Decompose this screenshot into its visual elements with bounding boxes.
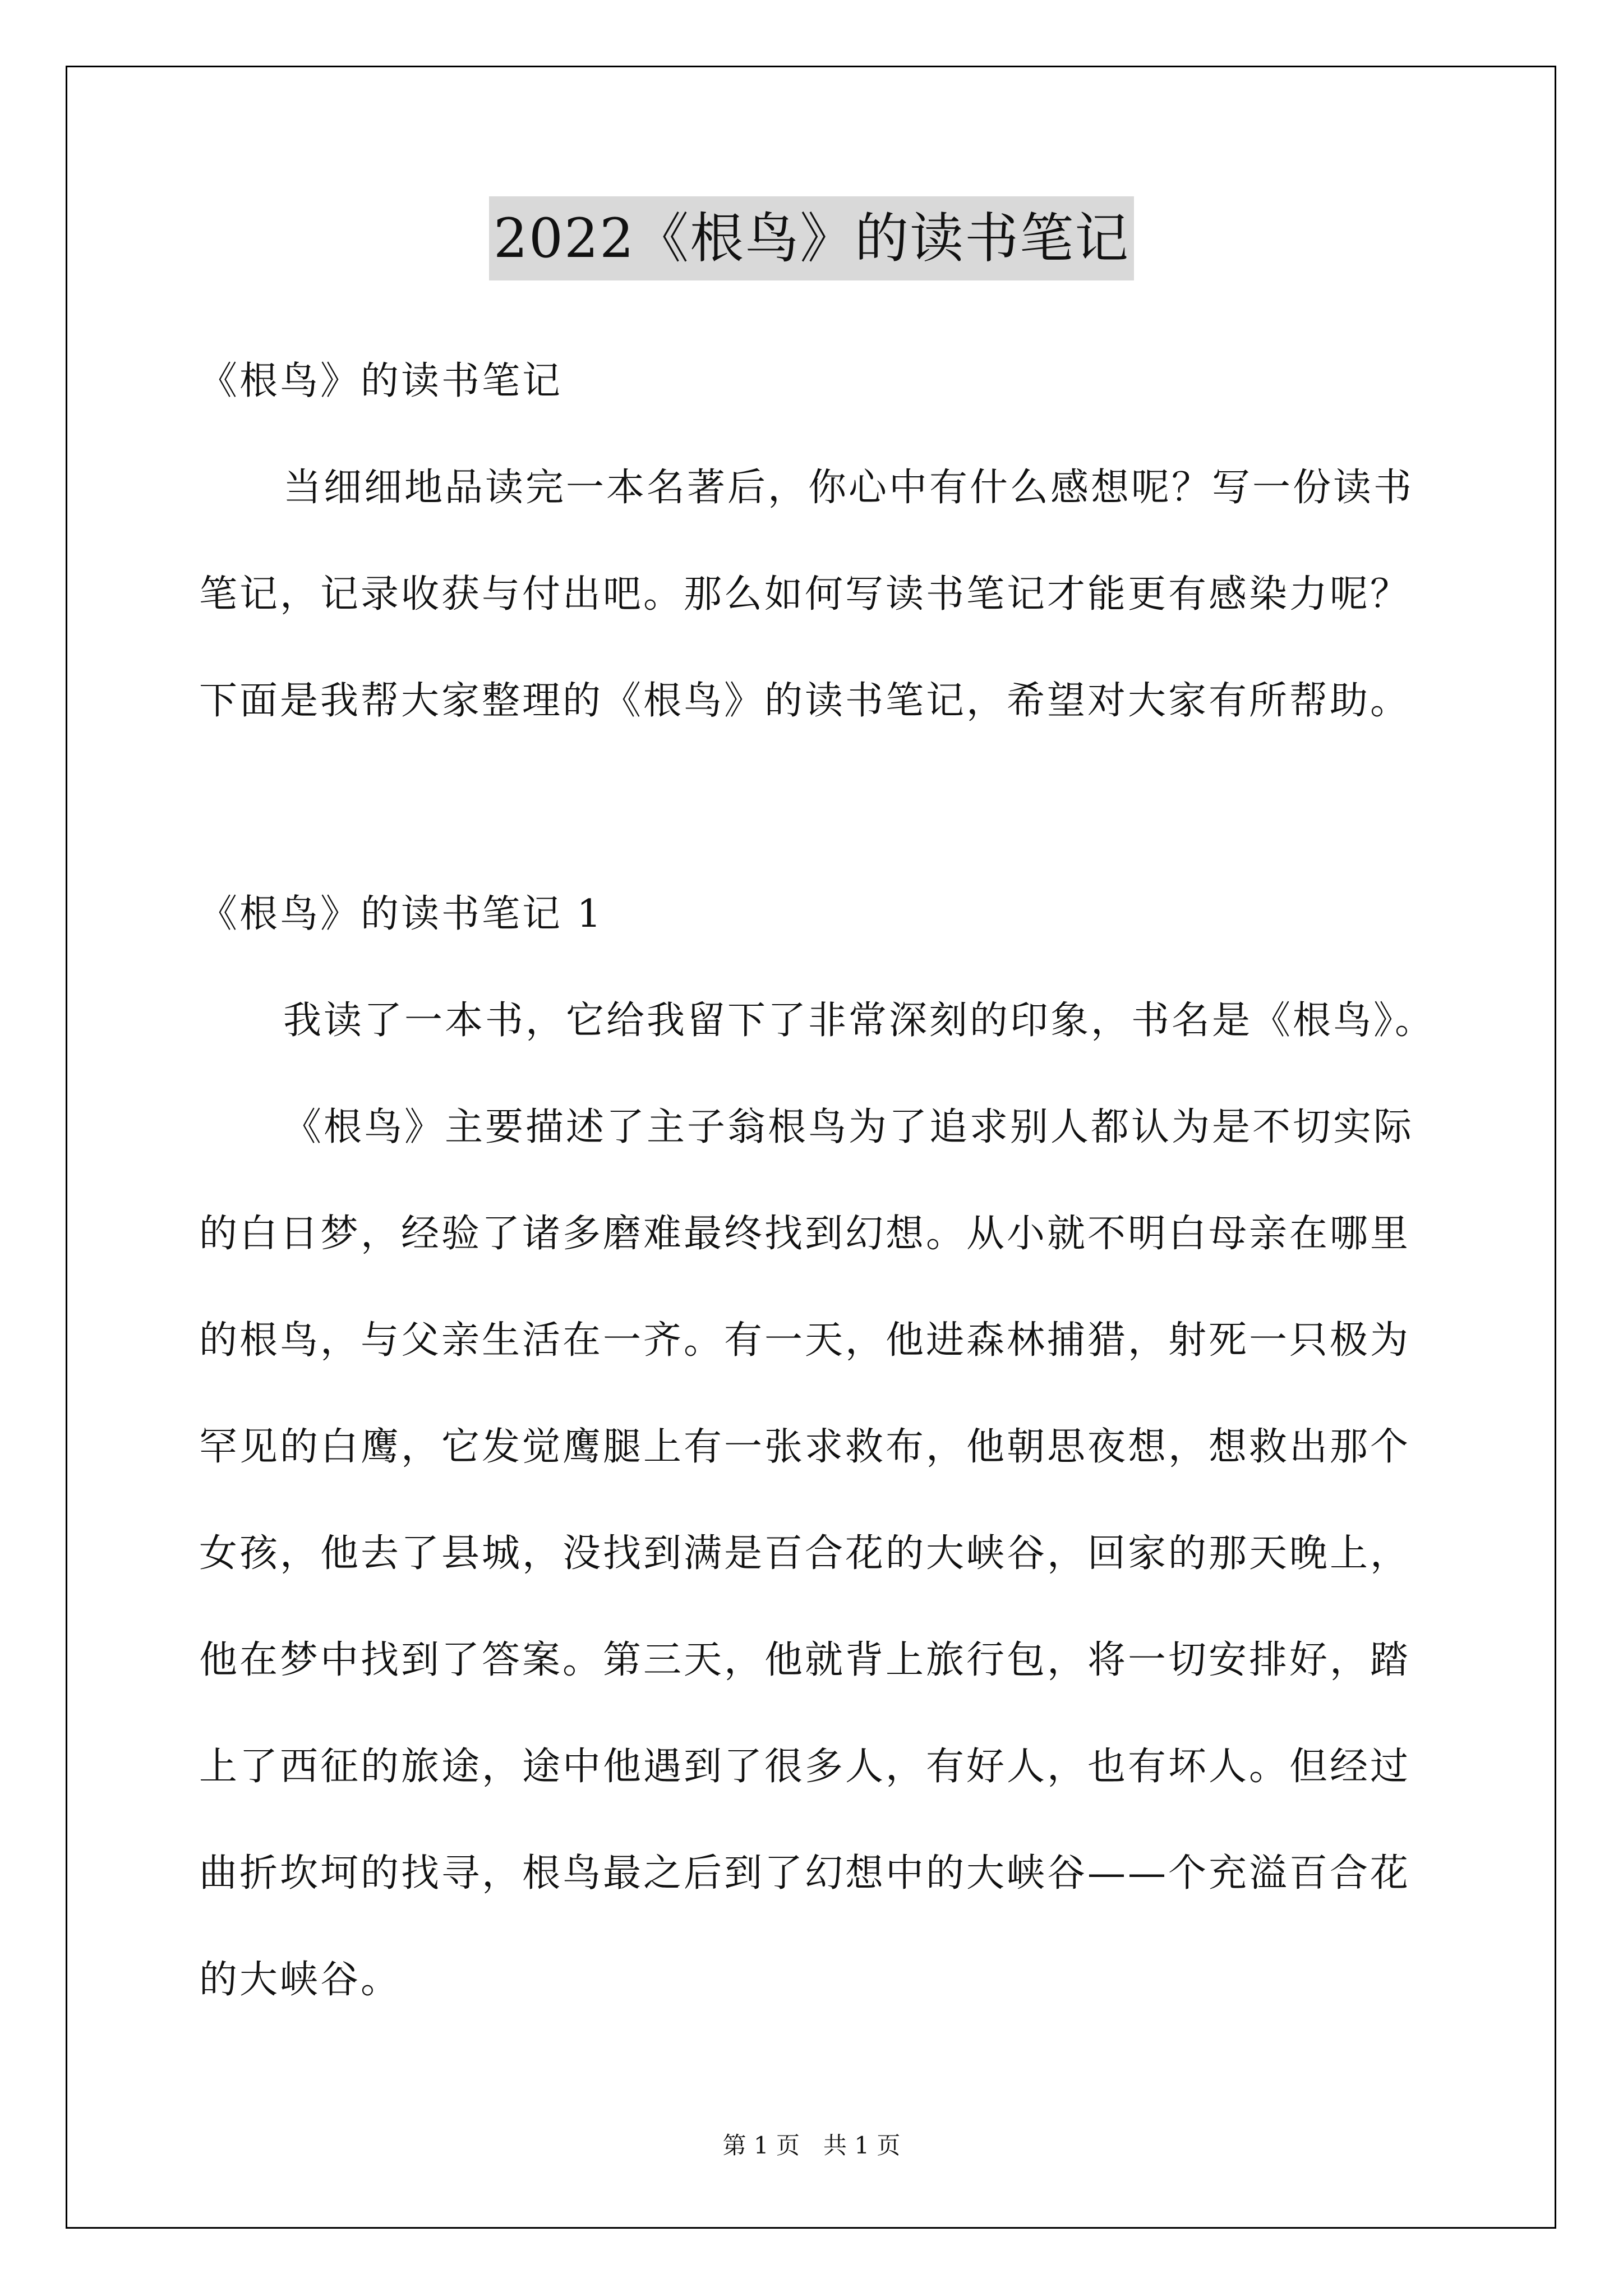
paragraph-line: 的大峡谷。 [199,1958,402,2002]
document-title: 2022《根鸟》的读书笔记 [489,196,1134,280]
paragraph-line: 曲折坎坷的找寻，根鸟最之后到了幻想中的大峡谷——个充溢百合花 [199,1851,1411,1895]
subtitle: 《根鸟》的读书笔记 [199,359,563,403]
title-container [0,196,1623,280]
intro-line: 下面是我帮大家整理的《根鸟》的读书笔记，希望对大家有所帮助。 [199,679,1411,723]
paragraph-line: 罕见的白鹰，它发觉鹰腿上有一张求救布，他朝思夜想，想救出那个 [199,1425,1411,1469]
intro-line: 当细细地品读完一本名著后，你心中有什么感想呢？写一份读书 [283,466,1414,510]
paragraph-line: 女孩，他去了县城，没找到满是百合花的大峡谷，回家的那天晚上， [199,1531,1411,1576]
paragraph-line: 上了西征的旅途，途中他遇到了很多人，有好人，也有坏人。但经过 [199,1745,1411,1789]
paragraph-line: 《根鸟》主要描述了主子翁根鸟为了追求别人都认为是不切实际 [283,1105,1414,1149]
paragraph-line: 的根鸟，与父亲生活在一齐。有一天，他进森林捕猎，射死一只极为 [199,1318,1411,1363]
page-footer: 第 1 页 共 1 页 [722,2132,901,2159]
paragraph-line: 的白日梦，经验了诸多磨难最终找到幻想。从小就不明白母亲在哪里 [199,1212,1411,1256]
paragraph-line: 我读了一本书，它给我留下了非常深刻的印象，书名是《根鸟》。 [283,999,1436,1043]
section-heading: 《根鸟》的读书笔记 1 [199,892,603,936]
paragraph-line: 他在梦中找到了答案。第三天，他就背上旅行包，将一切安排好，踏 [199,1638,1411,1682]
intro-line: 笔记，记录收获与付出吧。那么如何写读书笔记才能更有感染力呢？ [199,572,1411,616]
